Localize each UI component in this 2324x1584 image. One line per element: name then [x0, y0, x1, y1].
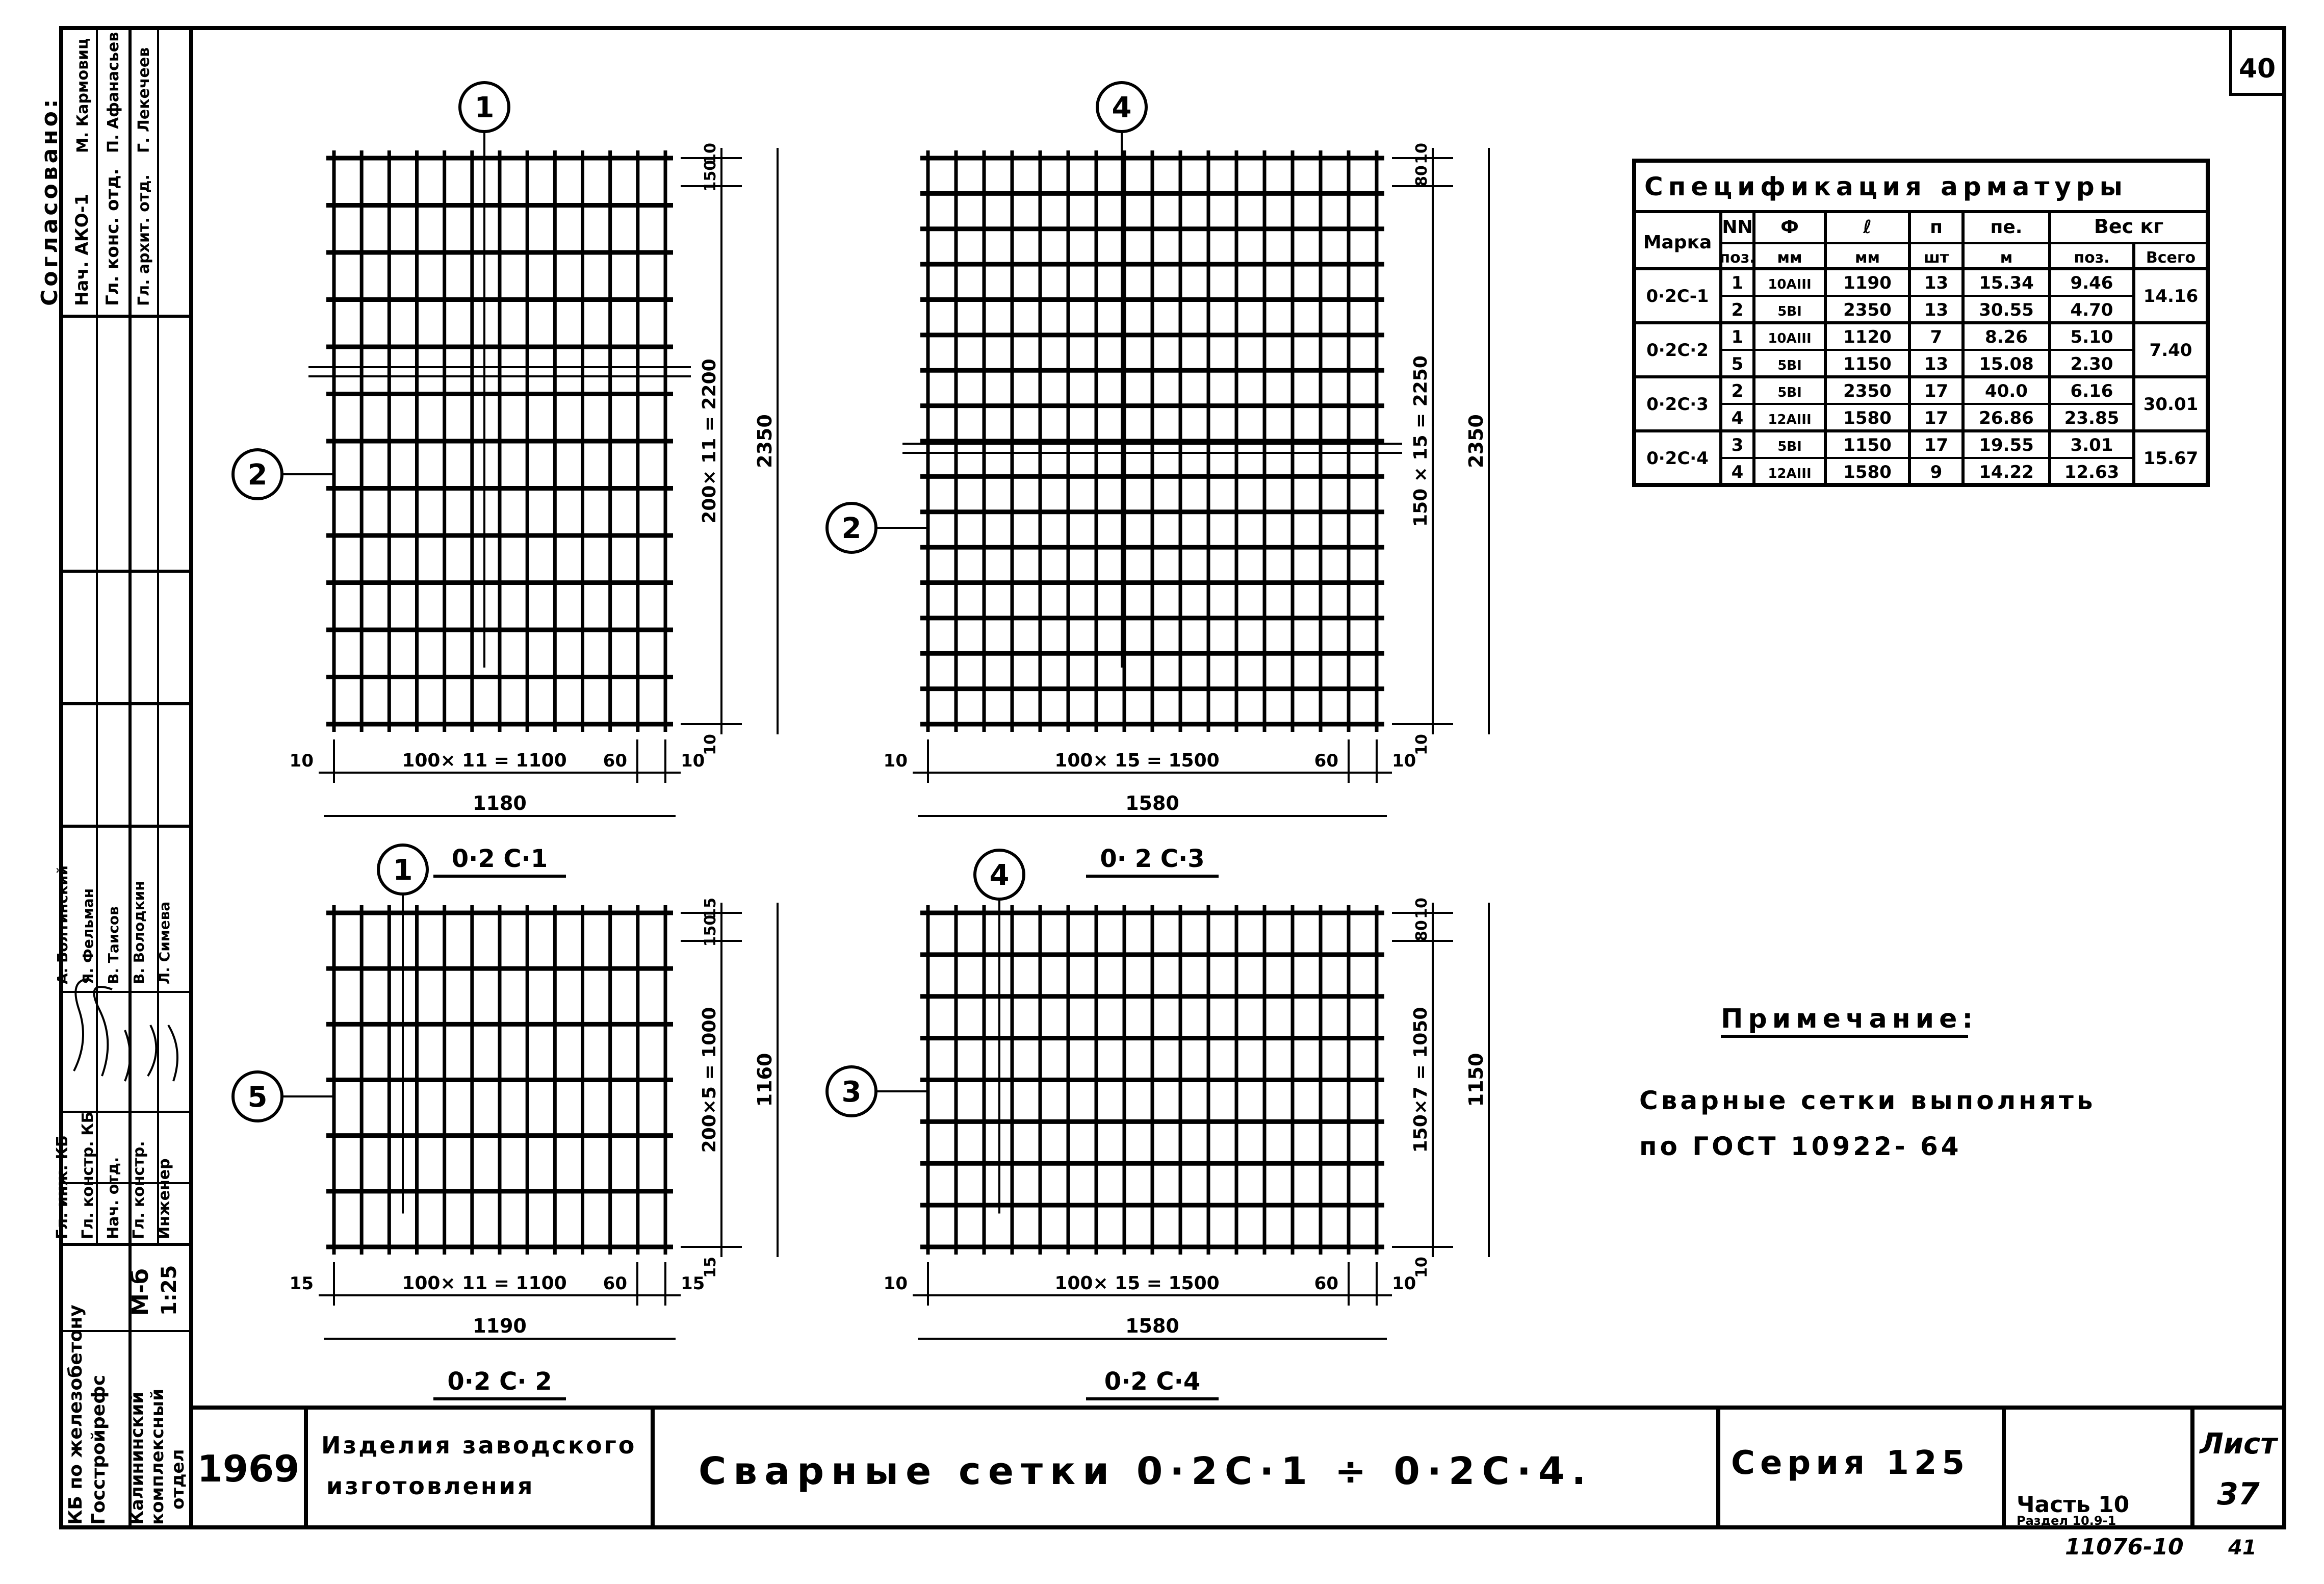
spec-cell: 2350 — [1843, 300, 1892, 320]
header-weight-pos: поз. — [2074, 249, 2110, 267]
sheet-title: Сварные сетки 0·2С·1 ÷ 0·2С·4. — [699, 1449, 1593, 1493]
spec-cell: 2.30 — [2070, 354, 2113, 374]
position-label: 4 — [1112, 91, 1132, 124]
spec-cell: 1580 — [1843, 462, 1892, 482]
agreed-role-1: Нач. АКО-1 — [72, 193, 92, 306]
mesh-3 — [233, 845, 778, 1399]
header-top: пе. — [1990, 217, 2023, 238]
dim-left-end: 15 — [289, 1273, 314, 1294]
spec-total: 7.40 — [2149, 340, 2192, 361]
sheet-label: Лист — [2200, 1427, 2277, 1461]
spec-title: Спецификация арматуры — [1644, 172, 2128, 201]
position-label: 1 — [393, 854, 413, 887]
dim-bottom-end: 10 — [702, 734, 719, 755]
spec-cell: 4 — [1731, 462, 1744, 482]
agreed-role-2: Гл. конс. отд. — [102, 168, 123, 306]
dim-total-height: 2350 — [1465, 414, 1487, 468]
dim-top-end: 10 — [1413, 898, 1431, 919]
spec-mark: 0·2С·3 — [1646, 394, 1709, 415]
staff-role-2: Гл. констр. КБ — [79, 1111, 97, 1239]
agreed-name-2: П. Афанасьев — [105, 32, 122, 153]
spec-cell: 1 — [1731, 273, 1744, 293]
dept-line-1: Калининский — [127, 1391, 147, 1525]
mesh-4 — [827, 850, 1489, 1399]
header-top: ℓ — [1863, 217, 1872, 238]
header-weight: Вес кг — [2094, 215, 2164, 238]
agreed-name-3: Г. Лекечеев — [135, 47, 153, 153]
dim-right-end: 10 — [1392, 1273, 1416, 1294]
spec-cell: 2 — [1731, 381, 1744, 401]
dim-height: 150 × 15 = 2250 — [1410, 355, 1431, 527]
dim-total-width: 1190 — [473, 1315, 527, 1337]
dim-top-end: 10 — [1413, 143, 1431, 164]
spec-cell: 14.22 — [1979, 462, 2034, 482]
mesh-1 — [233, 83, 778, 876]
agreed-title: Согласовано: — [37, 96, 63, 306]
spec-cell: 3.01 — [2070, 435, 2113, 455]
staff-name-2: Я. Фельман — [80, 888, 96, 984]
position-label: 5 — [247, 1081, 268, 1114]
note-line-1: Сварные сетки выполнять — [1639, 1086, 2096, 1115]
org-line-2: Госстройрефс — [88, 1374, 109, 1525]
series: Серия 125 — [1731, 1444, 1970, 1482]
drawing-number: 11076-10 — [2065, 1534, 2184, 1560]
dept-line-2: комплексный — [147, 1389, 168, 1525]
dim-total-height: 1150 — [1465, 1053, 1487, 1107]
spec-cell: 8.26 — [1985, 327, 2028, 347]
org-line-1: КБ по железобетону — [65, 1305, 86, 1525]
spec-cell: 5ВI — [1777, 439, 1802, 454]
dim-total-height: 1160 — [754, 1053, 776, 1107]
spec-mark: 0·2С·2 — [1646, 340, 1709, 361]
spec-cell: 1580 — [1843, 408, 1892, 428]
staff-role-5: Инженер — [156, 1158, 173, 1239]
spec-cell: 6.16 — [2070, 381, 2113, 401]
spec-cell: 12АIII — [1768, 412, 1812, 427]
spec-cell: 30.55 — [1979, 300, 2034, 320]
spec-cell: 23.85 — [2064, 408, 2120, 428]
spec-cell: 17 — [1924, 435, 1949, 455]
product-line-2: изготовления — [326, 1472, 535, 1500]
spec-cell: 17 — [1924, 408, 1949, 428]
spec-cell: 5ВI — [1777, 358, 1802, 373]
spec-cell: 10АIII — [1768, 331, 1812, 346]
signature-scribble — [74, 979, 177, 1081]
position-label: 2 — [247, 458, 268, 492]
note-line-2: по ГОСТ 10922- 64 — [1639, 1132, 1962, 1161]
dim-right-end: 10 — [681, 751, 705, 771]
dim-height: 200×5 = 1000 — [699, 1007, 720, 1153]
spec-table — [1634, 161, 2208, 485]
mesh-2 — [827, 83, 1489, 876]
dim-total-height: 2350 — [754, 414, 776, 468]
org-block — [65, 1265, 188, 1525]
dim-length: 100× 11 = 1100 — [402, 750, 567, 771]
mesh-mark-label: 0·2 С·1 — [451, 845, 548, 873]
spec-cell: 5 — [1731, 354, 1744, 374]
mesh-mark-label: 0·2 С·4 — [1104, 1367, 1201, 1396]
spec-mark: 0·2С·4 — [1646, 448, 1709, 469]
dim-total-width: 1580 — [1125, 1315, 1179, 1337]
spec-cell: 4 — [1731, 408, 1744, 428]
sheet-number-top: 40 — [2238, 54, 2276, 84]
spec-cell: 1190 — [1843, 273, 1892, 293]
position-label: 3 — [841, 1076, 862, 1109]
header-mark: Марка — [1643, 232, 1712, 253]
staff-role-1: Гл. инж. КБ — [54, 1135, 71, 1239]
year: 1969 — [197, 1447, 300, 1490]
spec-cell: 1150 — [1843, 435, 1892, 455]
header-bottom: шт — [1923, 249, 1949, 267]
spec-cell: 5.10 — [2070, 327, 2113, 347]
dim-bottom-end: 15 — [702, 1257, 719, 1278]
agreed-block — [37, 32, 153, 306]
sheet-number: 37 — [2217, 1476, 2260, 1512]
staff-name-3: В. Таисов — [105, 906, 122, 984]
spec-cell: 2 — [1731, 300, 1744, 320]
spec-cell: 15.34 — [1979, 273, 2034, 293]
position-label: 4 — [989, 859, 1010, 892]
dim-right-gap: 60 — [1314, 751, 1338, 771]
dim-length: 100× 15 = 1500 — [1054, 1273, 1220, 1294]
spec-cell: 7 — [1930, 327, 1943, 347]
drawing-number-2: 41 — [2228, 1536, 2257, 1560]
dim-left-end: 10 — [883, 1273, 908, 1294]
stamp-mark: М-б — [127, 1268, 153, 1316]
position-label: 2 — [841, 512, 862, 545]
mesh-mark-label: 0·2 С· 2 — [447, 1367, 552, 1396]
spec-cell: 10АIII — [1768, 277, 1812, 292]
spec-cell: 15.08 — [1979, 354, 2034, 374]
staff-role-3: Нач. отд. — [105, 1157, 122, 1239]
staff-name-1: А. Болтинский — [54, 865, 71, 984]
dim-top-gap: 150 — [702, 914, 719, 947]
staff-name-5: Л. Симева — [156, 901, 173, 984]
dim-left-end: 10 — [883, 751, 908, 771]
spec-cell: 2350 — [1843, 381, 1892, 401]
dim-top-gap: 80 — [1413, 165, 1431, 187]
agreed-role-3: Гл. архит. отд. — [135, 174, 153, 306]
dim-top-gap: 150 — [702, 160, 719, 192]
dim-total-width: 1180 — [473, 792, 527, 814]
header-bottom: м — [2000, 249, 2013, 267]
spec-cell: 17 — [1924, 381, 1949, 401]
dim-right-gap: 60 — [603, 1273, 627, 1294]
note-title: Примечание: — [1721, 1004, 1978, 1034]
note-block — [1639, 1004, 2096, 1161]
dim-length: 100× 15 = 1500 — [1054, 750, 1220, 771]
header-bottom: мм — [1777, 249, 1802, 267]
nets-layer — [233, 83, 1489, 1399]
spec-cell: 9.46 — [2070, 273, 2113, 293]
spec-cell: 1 — [1731, 327, 1744, 347]
dim-top-end: 10 — [702, 143, 719, 164]
spec-mark: 0·2С-1 — [1646, 286, 1709, 306]
dim-right-gap: 60 — [1314, 1273, 1338, 1294]
dim-top-gap: 80 — [1413, 920, 1431, 941]
spec-cell: 13 — [1924, 300, 1949, 320]
dim-left-end: 10 — [289, 751, 314, 771]
position-label: 1 — [474, 91, 495, 124]
header-top: NN — [1722, 217, 1753, 238]
dim-total-width: 1580 — [1125, 792, 1179, 814]
spec-cell: 13 — [1924, 273, 1949, 293]
staff-name-4: В. Володкин — [131, 881, 147, 984]
dim-bottom-end: 10 — [1413, 1257, 1431, 1278]
spec-cell: 5ВI — [1777, 304, 1802, 319]
dim-top-end: 15 — [702, 898, 719, 919]
product-line-1: Изделия заводского — [321, 1432, 637, 1459]
spec-cell: 9 — [1930, 462, 1943, 482]
spec-cell: 1120 — [1843, 327, 1892, 347]
dim-height: 150×7 = 1050 — [1410, 1007, 1431, 1153]
spec-cell: 12.63 — [2064, 462, 2120, 482]
header-bottom: мм — [1854, 249, 1880, 267]
dim-right-end: 15 — [681, 1273, 705, 1294]
spec-total: 14.16 — [2143, 286, 2199, 306]
dept-line-3: отдел — [168, 1449, 188, 1510]
header-top: Ф — [1780, 217, 1799, 238]
header-top: п — [1930, 217, 1943, 238]
spec-cell: 5ВI — [1777, 385, 1802, 400]
staff-role-4: Гл. констр. — [130, 1141, 148, 1239]
agreed-name-1: М. Кармовиц — [74, 38, 92, 153]
stamp-scale: 1:25 — [158, 1265, 181, 1316]
dim-length: 100× 11 = 1100 — [402, 1273, 567, 1294]
section: Раздел 10.9-1 — [2017, 1514, 2116, 1528]
title-block — [191, 1408, 2284, 1560]
spec-total: 15.67 — [2143, 448, 2199, 469]
spec-cell: 4.70 — [2070, 300, 2113, 320]
dim-bottom-end: 10 — [1413, 734, 1431, 755]
header-weight-total: Всего — [2146, 249, 2196, 267]
spec-cell: 13 — [1924, 354, 1949, 374]
dim-right-end: 10 — [1392, 751, 1416, 771]
spec-cell: 40.0 — [1985, 381, 2028, 401]
spec-total: 30.01 — [2143, 394, 2199, 415]
mesh-mark-label: 0· 2 С·3 — [1100, 845, 1205, 873]
dim-height: 200× 11 = 2200 — [699, 359, 720, 524]
spec-cell: 1150 — [1843, 354, 1892, 374]
spec-cell: 19.55 — [1979, 435, 2034, 455]
part: Часть 10 — [2017, 1492, 2130, 1518]
spec-cell: 3 — [1731, 435, 1744, 455]
spec-cell: 26.86 — [1979, 408, 2034, 428]
dim-right-gap: 60 — [603, 751, 627, 771]
spec-cell: 12АIII — [1768, 466, 1812, 481]
header-bottom: поз. — [1719, 249, 1755, 267]
